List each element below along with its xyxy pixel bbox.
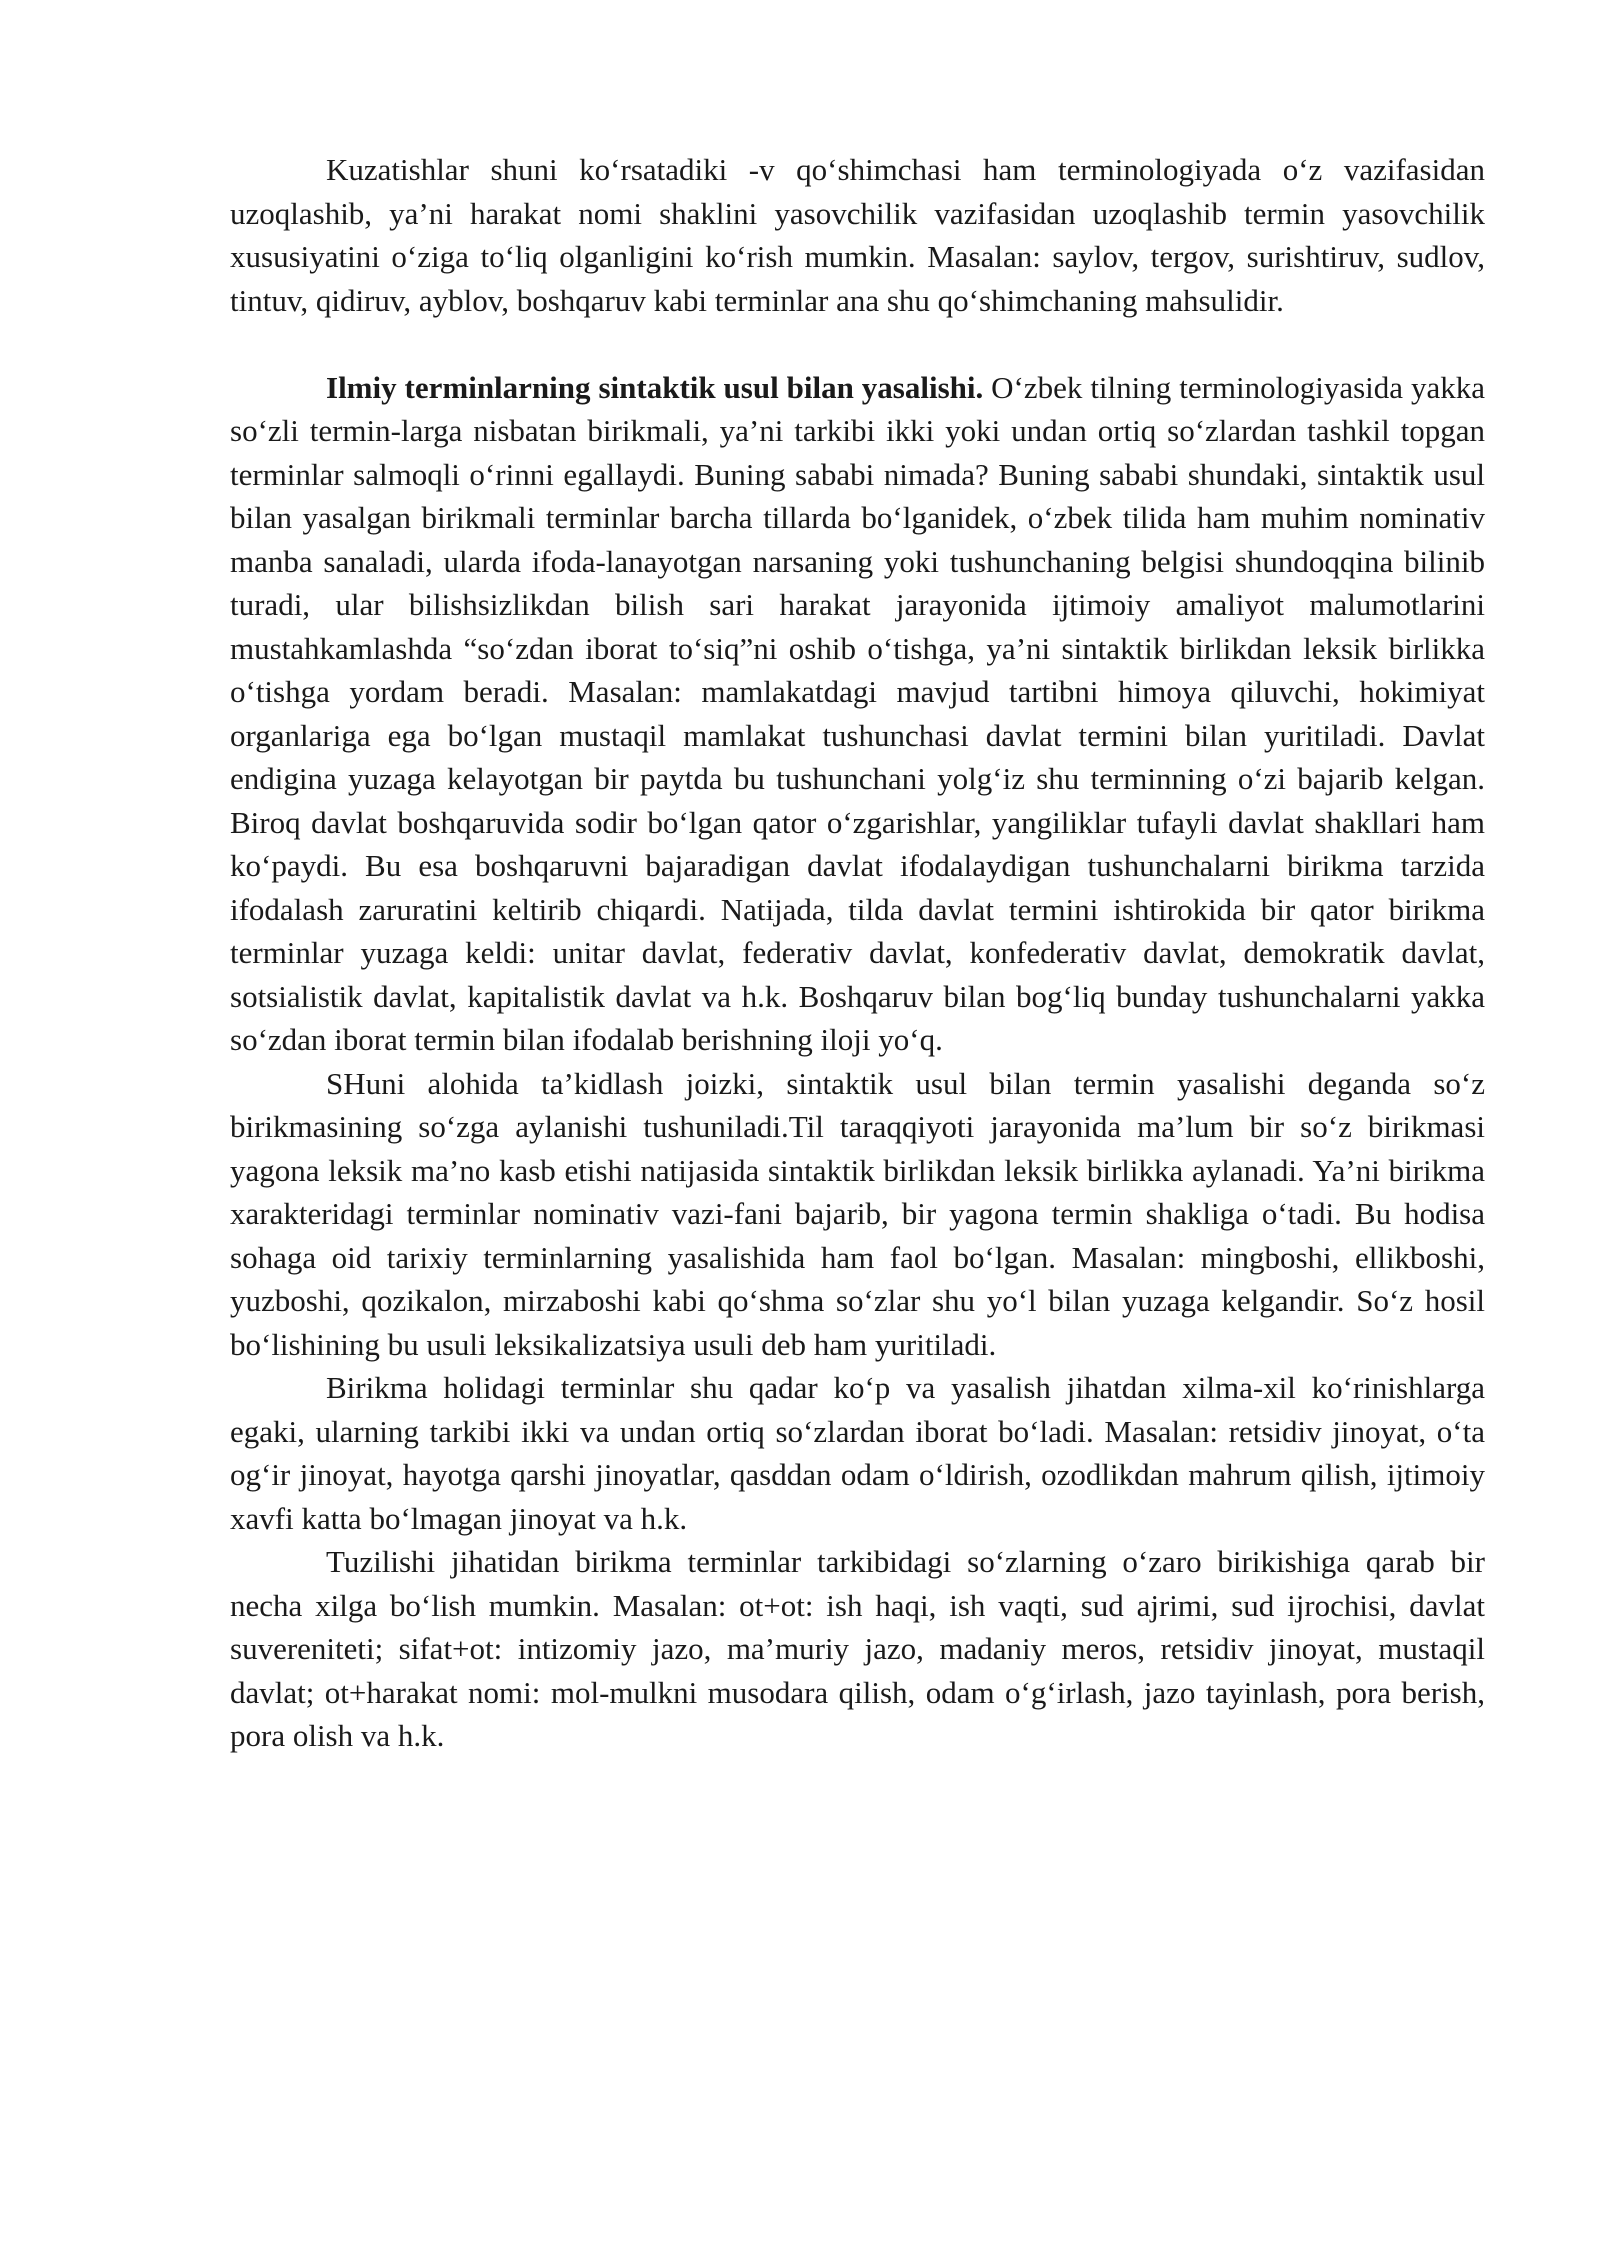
paragraph-compound-terms: Birikma holidagi terminlar shu qadar ko‘p va yasalish jihatdan xilma-xil ko‘rinishlarga egaki, ularning tarkibi ikki va undan ortiq so‘zlardan iborat bo‘ladi. Masalan: retsidiv jinoyat, o‘ta og‘ir jinoyat, hayotga qarshi jinoyatlar, qasddan odam o‘ldirish, ozodlikdan mahrum qilish, ijtimoiy xavfi katta bo‘lmagan jinoyat va h.k. [230, 1370, 1485, 1536]
paragraph-syntactic-body: O‘zbek tilning terminologiyasida yakka so‘zli termin-larga nisbatan birikmali, ya’ni tarkibi ikki yoki undan ortiq so‘zlardan tashkil topgan terminlar salmoqli o‘rinni egallaydi. Buning sababi nimada? Buning sababi shundaki, sintaktik usul bilan yasalgan birikmali terminlar barcha tillarda bo‘lganidek, o‘zbek tilida ham muhim nominativ manba sanaladi, ularda ifoda-lanayotgan narsaning yoki tushunchaning belgisi shundoqqina bilinib turadi, ular bilishsizlikdan bilish sari harakat jarayonida ijtimoiy amaliyot malumotlarini mustahkamlashda “so‘zdan iborat to‘siq”ni oshib o‘tishga, ya’ni sintaktik birlikdan leksik birlikka o‘tishga yordam beradi. Masalan: mamlakatdagi mavjud tartibni himoya qiluvchi, hokimiyat organlariga ega bo‘lgan mustaqil mamlakat tushunchasi davlat termini bilan yuritiladi. Davlat endigina yuzaga kelayotgan bir paytda bu tushunchani yolg‘iz shu terminning o‘zi bajarib kelgan. Biroq davlat boshqaruvida sodir bo‘lgan qator o‘zgarishlar, yangiliklar tufayli davlat shakllari ham ko‘paydi. Bu esa boshqaruvni bajaradigan davlat ifodalaydigan tushunchalarni birikma tarzida ifodalash zaruratini keltirib chiqardi. Natijada, tilda davlat termini ishtirokida bir qator birikma terminlar yuzaga keldi: unitar davlat, federativ davlat, konfederativ davlat, demokratik davlat, sotsialistik davlat, kapitalistik davlat va h.k. Boshqaruv bilan bog‘liq bunday tushunchalarni yakka so‘zdan iborat termin bilan ifodalab berishning iloji yo‘q. [230, 369, 1485, 1057]
paragraph-structure-types: Tuzilishi jihatidan birikma terminlar tarkibidagi so‘zlarning o‘zaro birikishiga qarab bir necha xilga bo‘lish mumkin. Masalan: ot+ot: ish haqi, ish vaqti, sud ajrimi, sud ijrochisi, davlat suvereniteti; sifat+ot: intizomiy jazo, ma’muriy jazo, madaniy meros, retsidiv jinoyat, mustaqil davlat; ot+harakat nomi: mol-mulkni musodara qilish, odam o‘g‘irlash, jazo tayinlash, pora berish, pora olish va h.k. [230, 1544, 1485, 1753]
document-page [230, 148, 1485, 1758]
paragraph-syntactic-method [230, 366, 1485, 1062]
section-heading: Ilmiy terminlarning sintaktik usul bilan yasalishi. [326, 369, 984, 405]
paragraph-lexicalization: SHuni alohida ta’kidlash joizki, sintaktik usul bilan termin yasalishi deganda so‘z birikmasining so‘zga aylanishi tushuniladi.Til taraqqiyoti jarayonida ma’lum bir so‘z birikmasi yagona leksik ma’no kasb etishi natijasida sintaktik birlikdan leksik birlikka aylanadi. Ya’ni birikma xarakteridagi terminlar nominativ vazi-fani bajarib, bir yagona termin shakliga o‘tadi. Bu hodisa sohaga oid tarixiy terminlarning yasalishida ham faol bo‘lgan. Masalan: mingboshi, ellikboshi, yuzboshi, qozikalon, mirzaboshi kabi qo‘shma so‘zlar shu yo‘l bilan yuzaga kelgandir. So‘z hosil bo‘lishining bu usuli leksikalizatsiya usuli deb ham yuritiladi. [230, 1065, 1485, 1362]
paragraph-suffix-v: Kuzatishlar shuni ko‘rsatadiki -v qo‘shimchasi ham terminologiyada o‘z vazifasidan uzoqlashib, ya’ni harakat nomi shaklini yasovchilik vazifasidan uzoqlashib termin yasovchilik xususiyatini o‘ziga to‘liq olganligini ko‘rish mumkin. Masalan: saylov, tergov, surishtiruv, sudlov, tintuv, qidiruv, ayblov, boshqaruv kabi terminlar ana shu qo‘shimchaning mahsulidir. [230, 152, 1485, 318]
paragraph-gap [230, 322, 1485, 366]
